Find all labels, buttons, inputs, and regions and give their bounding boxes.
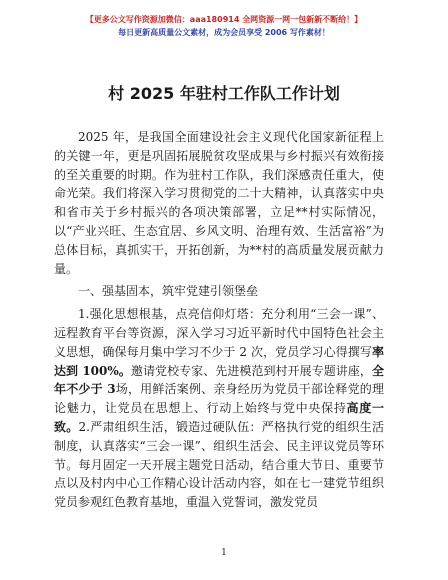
bold-text: 率达到 100%。 bbox=[54, 344, 384, 378]
paragraph-text: 1.强化思想根基，点亮信仰灯塔：充分利用“三会一课”、远程教育平台等资源，深入学习习近平新时代中国特色社会主义思想，确保每月集中学习不少于 2 次，党员学习心得撰写 bbox=[54, 307, 384, 359]
paragraph-text: 场，用鲜活案例、亲身经历为党员干部诠释党的理论魅力，让党员在思想上、行动上始终与党中央保持 bbox=[54, 382, 384, 416]
intro-paragraph: 2025 年，是我国全面建设社会主义现代化国家新征程上的关键一年，更是巩固拓展脱贫攻坚成果与乡村振兴有效衔接的至关重要的时期。作为驻村工作队，我们深感责任重大，使命光荣。我们将深入学习贯彻党的二十大精神，认真落实中央和省市关于乡村振兴的各项决策部署，立足**村实际情况，以“产业兴旺、生态宜居、乡风文明、治理有效、生活富裕”为总体目标，真抓实干，开拓创新，为**村的高质量发展贡献力量。 bbox=[54, 130, 384, 276]
bold-text: 高度一致。 bbox=[54, 401, 384, 434]
paragraph-text: 邀请党校专家、先进模范到村开展专题讲座， bbox=[130, 363, 372, 378]
section-heading: 一、强基固本，筑牢党建引领堡垒 bbox=[78, 284, 259, 299]
document-body bbox=[54, 128, 384, 512]
paragraph-text: 2.严肃组织生活，锻造过硬队伍：严格执行党的组织生活制度，认真落实“三会一课”、组织生活会、民主评议党员等环节。每月固定一天开展主题党日活动，结合重大节日、重要节点以及村内中心工作精心设计活动内容，如在七一建党节组织党员参观红色教育基地，重温入党誓词，激发党员 bbox=[54, 419, 384, 510]
promo-banner-line-2: 每日更新高质量公文素材，成为会员享受 2006 写作素材！ bbox=[118, 28, 330, 37]
promo-banner-line-1: 【更多公文写作资源加微信：aaa180914 全网资源一网一包新新不断给！】 bbox=[85, 15, 363, 24]
bold-text: 全年不少于 3 bbox=[54, 363, 384, 397]
section-paragraph bbox=[54, 305, 384, 512]
document-title: 村 2025 年驻村工作队工作计划 bbox=[108, 84, 340, 103]
page-number: 1 bbox=[221, 548, 227, 558]
